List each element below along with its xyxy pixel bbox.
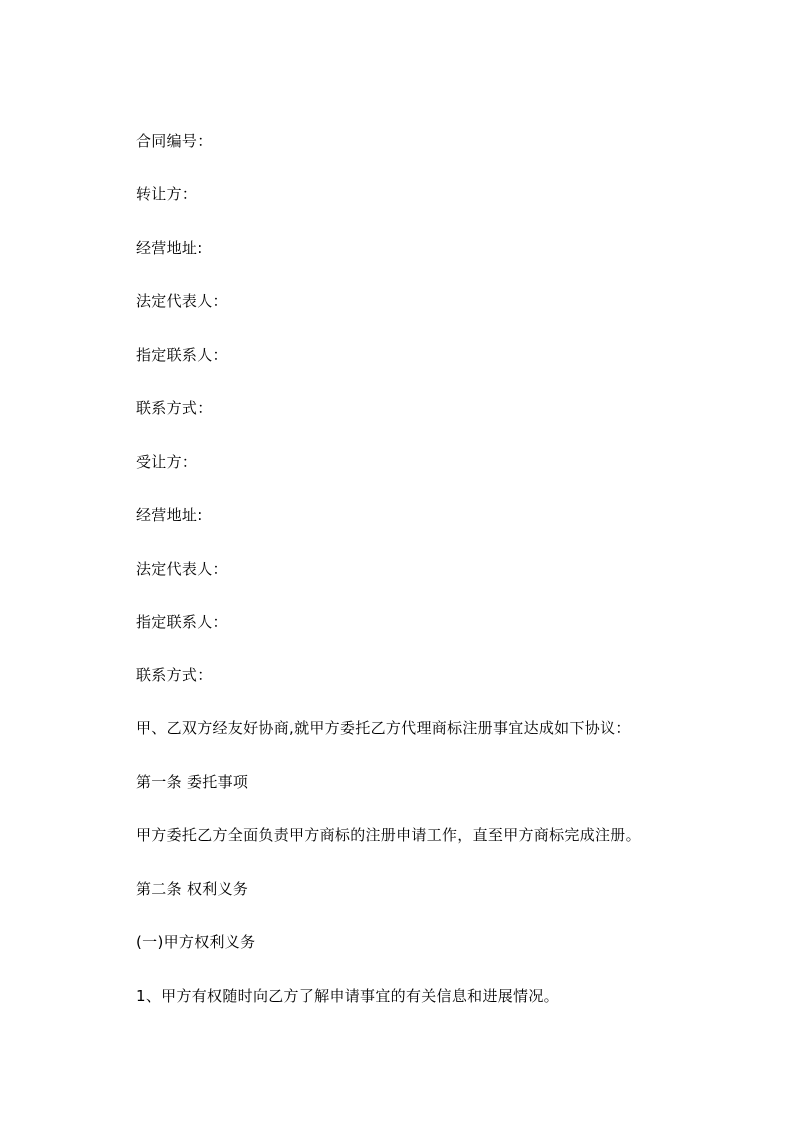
transferee-label: 受让方：: [136, 453, 198, 471]
article-one-paragraph: 甲方委托乙方全面负责甲方商标的注册申请工作，直至甲方商标完成注册。: [136, 826, 641, 844]
transferee-contact-method-label: 联系方式：: [136, 666, 213, 684]
transferor-contact-label: 指定联系人：: [136, 346, 228, 364]
transferor-contact-method-label: 联系方式：: [136, 399, 213, 417]
article-one-heading: 第一条 委托事项: [136, 773, 249, 791]
transferor-label: 转让方：: [136, 185, 198, 203]
transferee-address-label: 经营地址:: [136, 506, 203, 524]
transferor-address-label: 经营地址:: [136, 239, 203, 257]
contract-number-label: 合同编号：: [136, 132, 213, 150]
agreement-intro-paragraph: 甲、乙双方经友好协商,就甲方委托乙方代理商标注册事宜达成如下协议：: [136, 719, 631, 737]
party-a-right-item-1: 1、甲方有权随时向乙方了解申请事宜的有关信息和进展情况。: [136, 987, 559, 1005]
transferor-legal-rep-label: 法定代表人：: [136, 292, 228, 310]
transferee-contact-label: 指定联系人：: [136, 613, 228, 631]
transferee-legal-rep-label: 法定代表人：: [136, 560, 228, 578]
party-a-rights-subheading: (一)甲方权利义务: [136, 933, 256, 951]
article-two-heading: 第二条 权利义务: [136, 880, 249, 898]
